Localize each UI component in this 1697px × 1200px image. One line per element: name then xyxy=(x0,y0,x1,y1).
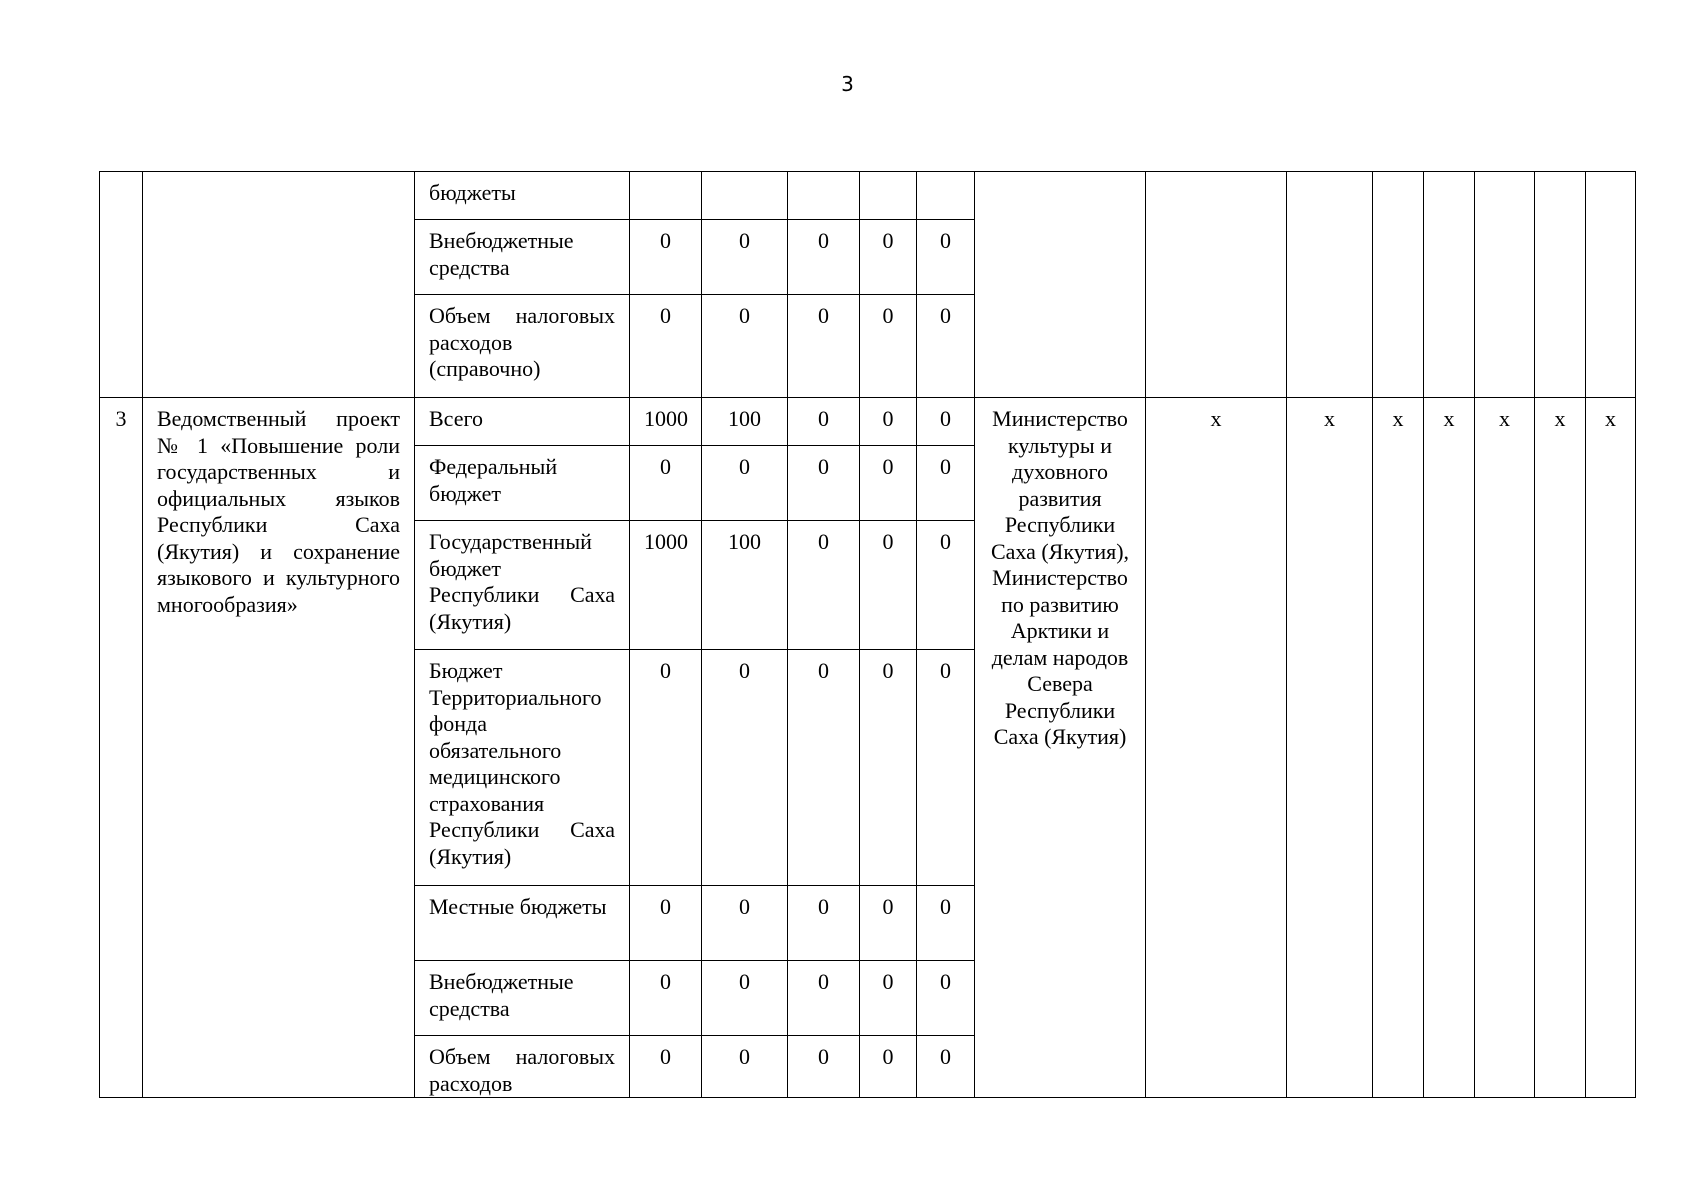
value-cell xyxy=(702,172,788,220)
source-cell: Федеральный бюджет xyxy=(415,446,630,521)
value-cell: 0 xyxy=(702,220,788,295)
indicator-cell xyxy=(1475,172,1535,398)
value-cell: 0 xyxy=(702,446,788,521)
value-cell: 0 xyxy=(630,220,702,295)
source-cell: бюджеты xyxy=(415,172,630,220)
value-cell: 0 xyxy=(702,295,788,398)
value-cell xyxy=(788,172,860,220)
value-cell: 0 xyxy=(702,650,788,886)
source-cell: Местные бюджеты xyxy=(415,886,630,961)
value-cell: 0 xyxy=(917,295,975,398)
value-cell: 100 xyxy=(702,521,788,650)
value-cell: 0 xyxy=(917,220,975,295)
value-cell: 0 xyxy=(917,961,975,1036)
value-cell: 0 xyxy=(788,961,860,1036)
value-cell: 0 xyxy=(702,886,788,961)
indicator-cell: х xyxy=(1424,398,1475,1098)
value-cell: 0 xyxy=(630,1036,702,1098)
value-cell: 0 xyxy=(788,650,860,886)
responsible-executor: Министерство культуры и духовного развития Республики Саха (Якутия), Министерство по развитию Арктики и делам народов Севера Республики Саха (Якутия) xyxy=(975,398,1146,1098)
value-cell: 0 xyxy=(788,521,860,650)
responsible-cell xyxy=(975,172,1146,398)
value-cell: 100 xyxy=(702,398,788,446)
value-cell: 0 xyxy=(788,398,860,446)
value-cell: 0 xyxy=(860,650,917,886)
value-cell: 1000 xyxy=(630,398,702,446)
indicator-cell: х xyxy=(1146,398,1287,1098)
indicator-cell: х xyxy=(1373,398,1424,1098)
value-cell: 0 xyxy=(917,446,975,521)
source-cell: Внебюджетные средства xyxy=(415,961,630,1036)
indicator-cell xyxy=(1146,172,1287,398)
source-cell: Внебюджетные средства xyxy=(415,220,630,295)
budget-table xyxy=(99,171,1636,1098)
indicator-cell: х xyxy=(1535,398,1586,1098)
value-cell: 0 xyxy=(860,295,917,398)
indicator-cell xyxy=(1287,172,1373,398)
table-row xyxy=(100,398,1636,446)
project-name-cell xyxy=(143,172,415,398)
value-cell: 1000 xyxy=(630,521,702,650)
index-cell xyxy=(100,172,143,398)
value-cell: 0 xyxy=(630,446,702,521)
indicator-cell: х xyxy=(1287,398,1373,1098)
indicator-cell xyxy=(1373,172,1424,398)
source-cell: Объем налоговых расходов xyxy=(415,1036,630,1098)
value-cell: 0 xyxy=(630,295,702,398)
value-cell: 0 xyxy=(630,650,702,886)
value-cell: 0 xyxy=(917,886,975,961)
value-cell: 0 xyxy=(917,521,975,650)
value-cell: 0 xyxy=(788,1036,860,1098)
value-cell: 0 xyxy=(702,961,788,1036)
source-cell: Всего xyxy=(415,398,630,446)
value-cell: 0 xyxy=(860,1036,917,1098)
source-cell: Государственный бюджет Республики Саха (Якутия) xyxy=(415,521,630,650)
source-cell: Объем налоговых расходов (справочно) xyxy=(415,295,630,398)
value-cell: 0 xyxy=(917,1036,975,1098)
value-cell xyxy=(860,172,917,220)
value-cell: 0 xyxy=(860,446,917,521)
row-index: 3 xyxy=(100,398,143,1098)
value-cell: 0 xyxy=(860,886,917,961)
value-cell: 0 xyxy=(917,398,975,446)
value-cell: 0 xyxy=(630,961,702,1036)
value-cell xyxy=(630,172,702,220)
value-cell: 0 xyxy=(860,398,917,446)
value-cell: 0 xyxy=(860,220,917,295)
indicator-cell xyxy=(1535,172,1586,398)
project-name: Ведомственный проект № 1 «Повышение роли государственных и официальных языков Республики Саха (Якутия) и сохранение языкового и культурного многообразия» xyxy=(143,398,415,1098)
value-cell: 0 xyxy=(917,650,975,886)
indicator-cell xyxy=(1586,172,1636,398)
value-cell: 0 xyxy=(788,220,860,295)
value-cell: 0 xyxy=(788,295,860,398)
value-cell xyxy=(917,172,975,220)
value-cell: 0 xyxy=(860,961,917,1036)
value-cell: 0 xyxy=(788,886,860,961)
value-cell: 0 xyxy=(788,446,860,521)
indicator-cell: х xyxy=(1475,398,1535,1098)
table-row xyxy=(100,172,1636,220)
indicator-cell: х xyxy=(1586,398,1636,1098)
value-cell: 0 xyxy=(860,521,917,650)
value-cell: 0 xyxy=(702,1036,788,1098)
indicator-cell xyxy=(1424,172,1475,398)
page-number: 3 xyxy=(841,72,854,96)
value-cell: 0 xyxy=(630,886,702,961)
source-cell: Бюджет Территориального фонда обязательного медицинского страхования Республики Саха (Якутия) xyxy=(415,650,630,886)
